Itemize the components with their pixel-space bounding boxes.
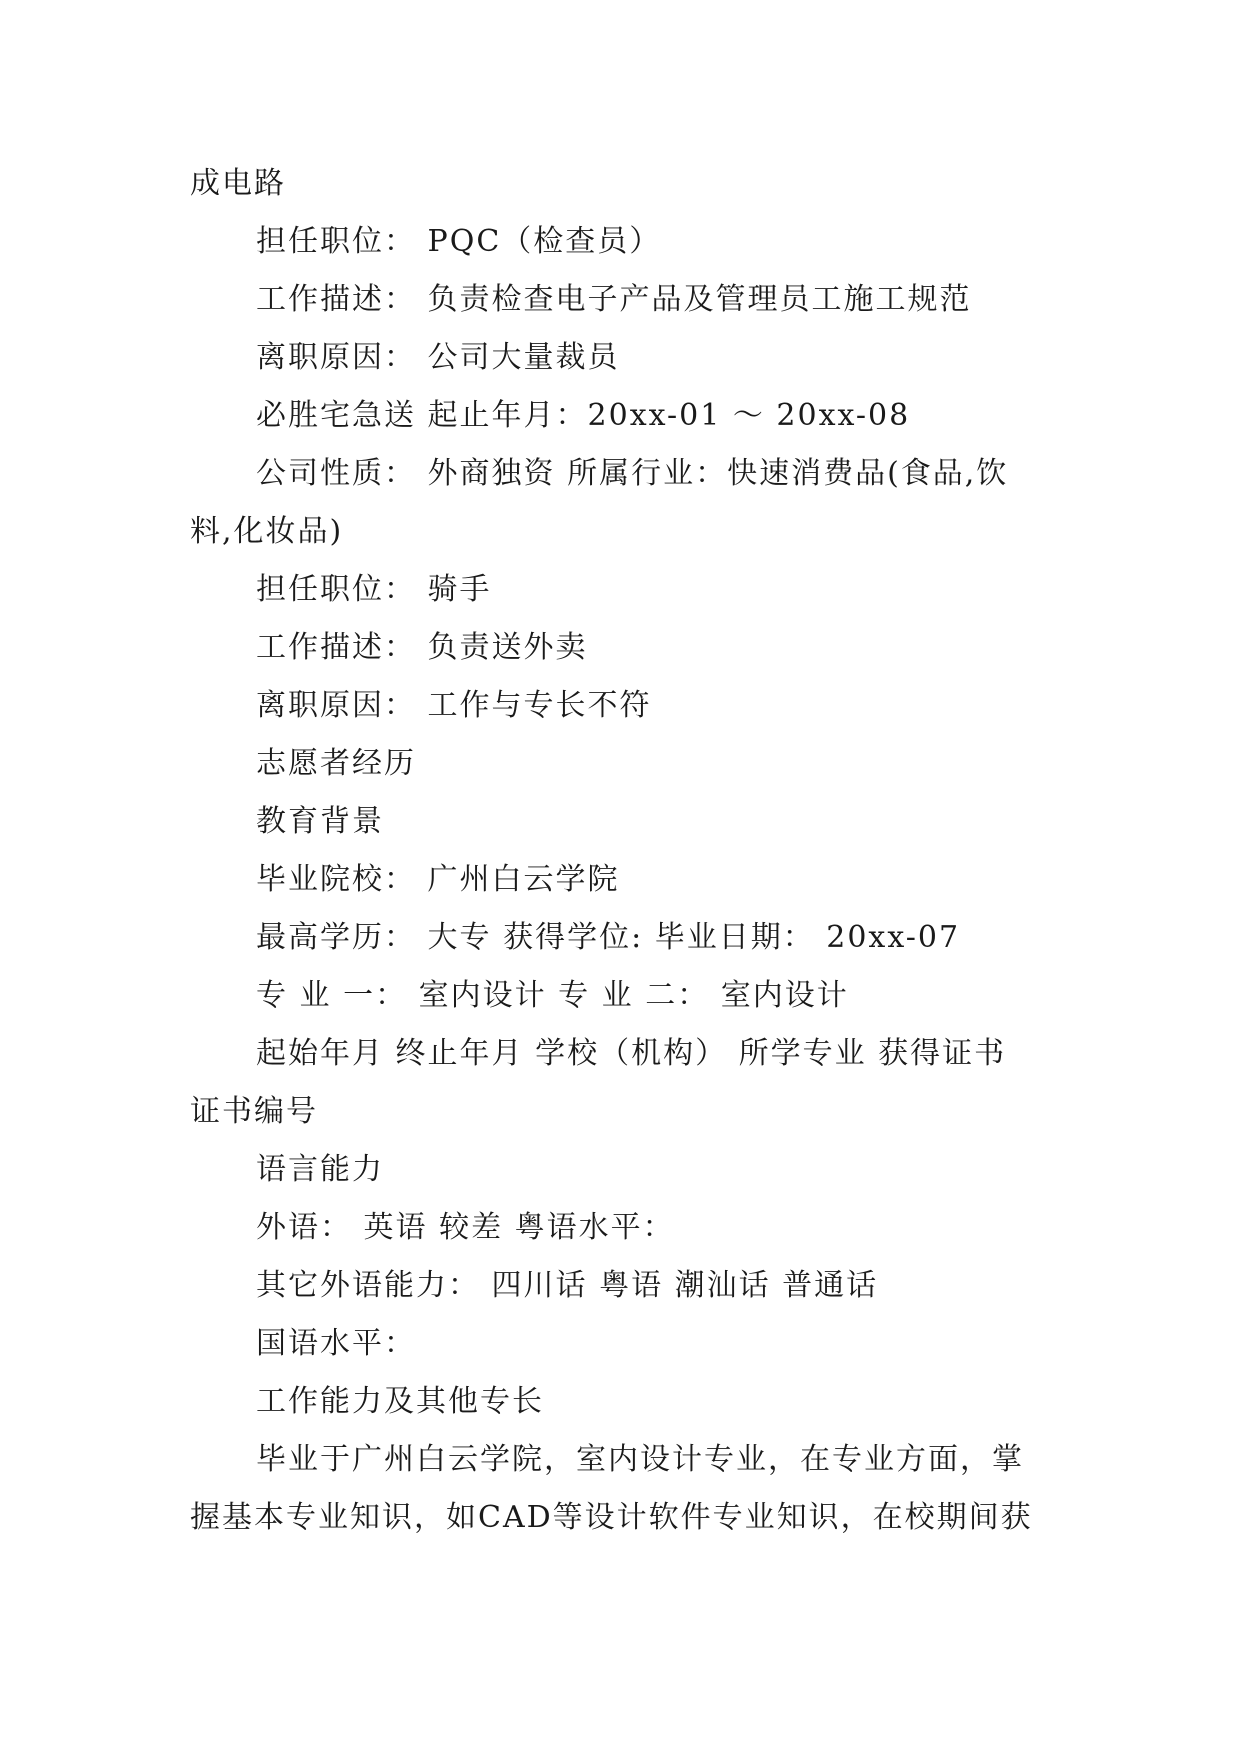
text-line: 国语水平： [256,1326,416,1361]
text-line: 离职原因： 公司大量裁员 [256,340,620,375]
text-line: 其它外语能力： 四川话 粤语 潮汕话 普通话 [256,1268,879,1303]
text-line: 料,化妆品) [190,514,344,549]
text-line: 最高学历： 大专 获得学位: 毕业日期： 20xx-07 [256,920,961,955]
text-line: 公司性质： 外商独资 所属行业：快速消费品(食品,饮 [256,456,1009,491]
text-line: 成电路 [190,166,286,201]
text-line: 工作描述： 负责送外卖 [256,630,588,665]
text-line: 工作描述： 负责检查电子产品及管理员工施工规范 [256,282,972,317]
document-body [190,155,1052,1547]
text-line: 必胜宅急送 起止年月：20xx-01 ～ 20xx-08 [256,398,911,433]
text-line: 离职原因： 工作与专长不符 [256,688,652,723]
paragraph-line: 毕业于广州白云学院，室内设计专业，在专业方面，掌 [256,1442,1024,1477]
section-heading: 工作能力及其他专长 [256,1384,544,1419]
text-line: 毕业院校： 广州白云学院 [256,862,620,897]
section-heading: 语言能力 [256,1152,384,1187]
text-line: 起始年月 终止年月 学校（机构） 所学专业 获得证书 [256,1036,1007,1071]
text-line: 外语： 英语 较差 粤语水平： [256,1210,675,1245]
paragraph-line: 握基本专业知识，如CAD等设计软件专业知识，在校期间获 [190,1500,1033,1535]
text-line: 担任职位： 骑手 [256,572,492,607]
text-line: 担任职位： PQC（检查员） [256,224,662,259]
section-heading: 志愿者经历 [256,746,416,781]
section-heading: 教育背景 [256,804,384,839]
text-line: 证书编号 [190,1094,318,1129]
text-line: 专 业 一： 室内设计 专 业 二： 室内设计 [256,978,849,1013]
